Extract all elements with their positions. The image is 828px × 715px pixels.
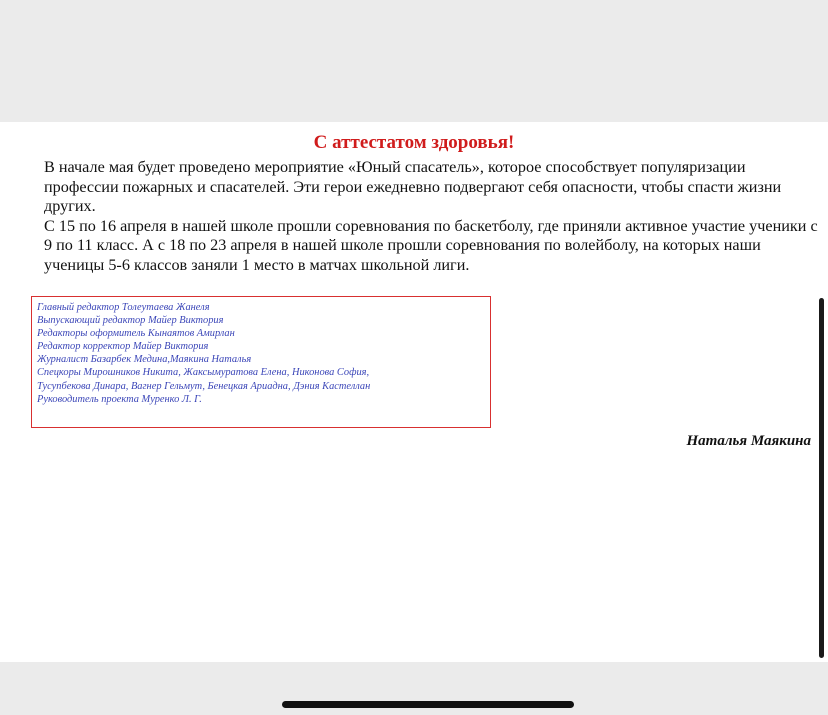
viewer-top-area — [0, 0, 828, 122]
home-indicator[interactable] — [282, 701, 574, 708]
credit-proofreader: Редактор корректор Майер Виктория — [37, 341, 209, 353]
credit-correspondents: Спецкоры Мирошников Никита, Жаксымуратова Елена, Никонова София, — [37, 367, 370, 379]
credit-correspondents-cont: Тусупбекова Динара, Вагнер Гельмут, Бенецкая Ариадна, Дэния Кастеллан — [37, 380, 371, 392]
editorial-credits-box — [31, 296, 491, 428]
credit-release-editor: Выпускающий редактор Майер Виктория — [37, 315, 224, 327]
article-body — [44, 158, 819, 275]
vertical-scrollbar[interactable] — [819, 298, 824, 658]
credit-chief-editor: Главный редактор Толеутаева Жанеля — [37, 302, 210, 313]
credit-project-lead: Руководитель проекта Муренко Л. Г. — [37, 393, 202, 405]
article-title: С аттестатом здоровья! — [313, 132, 515, 153]
article-paragraph: В начале мая будет проведено мероприятие «Юный спасатель», которое способствует популяризации профессии пожарных и спасателей. Эти герои ежедневно подвергают себя опасности, чтобы спасти жизни других. — [44, 158, 782, 215]
author-signature: Наталья Маякина — [686, 433, 811, 449]
article-paragraph: С 15 по 16 апреля в нашей школе прошли соревнования по баскетболу, где приняли активное участие ученики с 9 по 11 класс. А с 18 по 23 апреля в нашей школе прошли соревнования по волейболу, на которых наши ученицы 5-6 классов заняли 1 место в матчах школьной лиги. — [44, 216, 818, 274]
credit-journalists: Журналист Базарбек Медина,Маякина Наталья — [37, 354, 252, 366]
credit-layout-editor: Редакторы оформитель Кынаятов Амирлан — [37, 328, 235, 340]
